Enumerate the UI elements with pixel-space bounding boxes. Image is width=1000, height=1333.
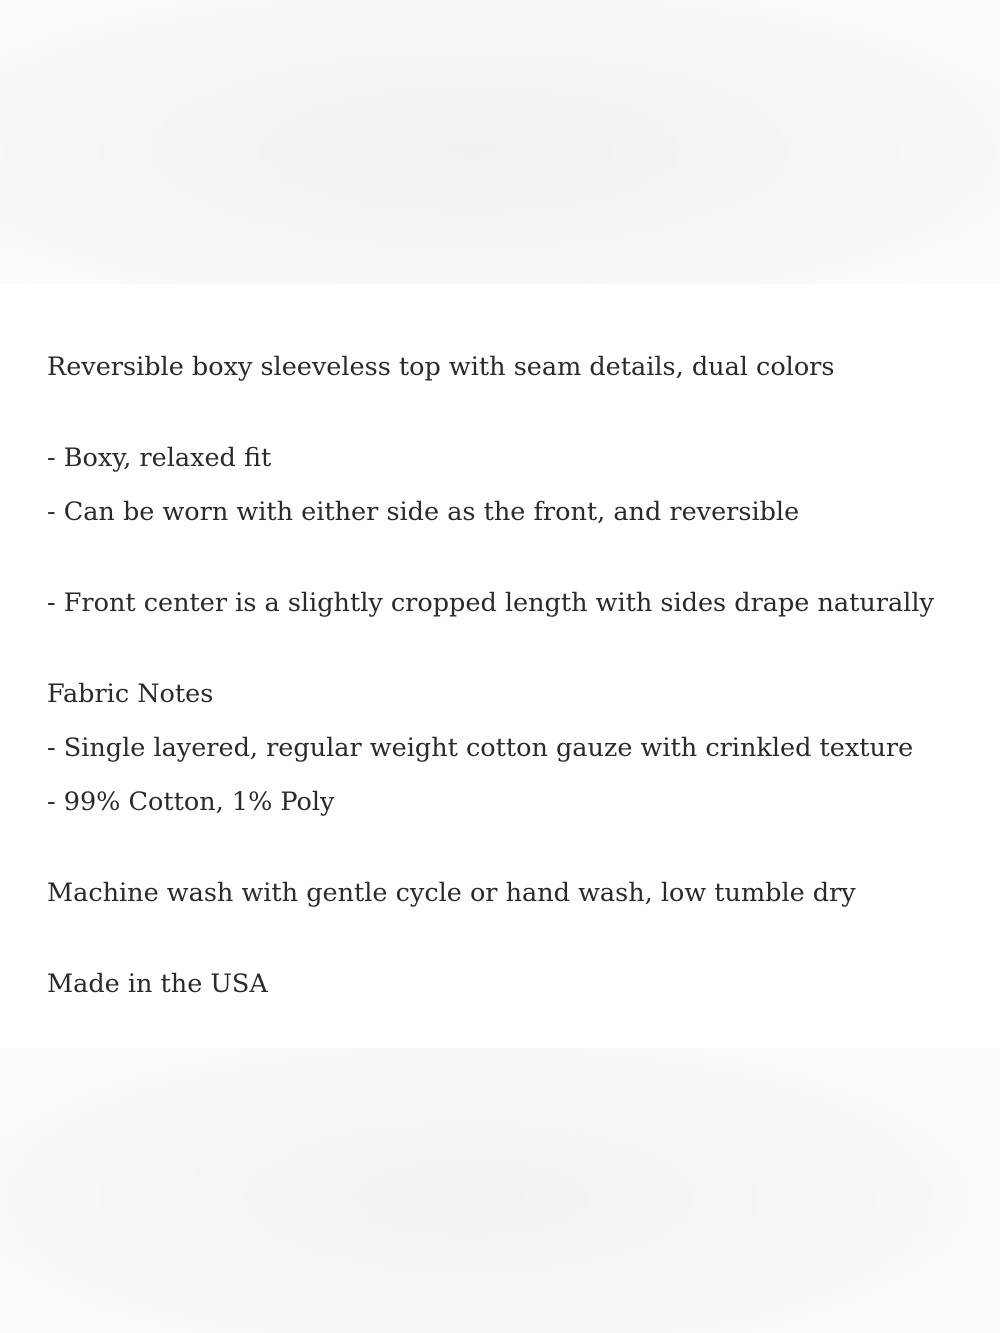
product-description bbox=[47, 340, 977, 1011]
care-instructions: Machine wash with gentle cycle or hand wash, low tumble dry bbox=[47, 878, 856, 908]
product-photo-bottom bbox=[0, 1048, 1000, 1333]
feature-item: - Can be worn with either side as the front, and reversible bbox=[47, 497, 800, 527]
spacer bbox=[47, 630, 977, 667]
spacer bbox=[47, 829, 977, 866]
fabric-item: - Single layered, regular weight cotton gauze with crinkled texture bbox=[47, 733, 914, 763]
spacer bbox=[47, 394, 977, 431]
feature-item: - Boxy, relaxed fit bbox=[47, 443, 272, 473]
fabric-item: - 99% Cotton, 1% Poly bbox=[47, 787, 335, 817]
spacer bbox=[47, 920, 977, 957]
description-intro: Reversible boxy sleeveless top with seam details, dual colors bbox=[47, 352, 835, 382]
product-photo-top bbox=[0, 0, 1000, 284]
fabric-heading: Fabric Notes bbox=[47, 679, 214, 709]
spacer bbox=[47, 539, 977, 576]
country-of-origin: Made in the USA bbox=[47, 969, 268, 999]
feature-item: - Front center is a slightly cropped length with sides drape naturally bbox=[47, 588, 934, 618]
